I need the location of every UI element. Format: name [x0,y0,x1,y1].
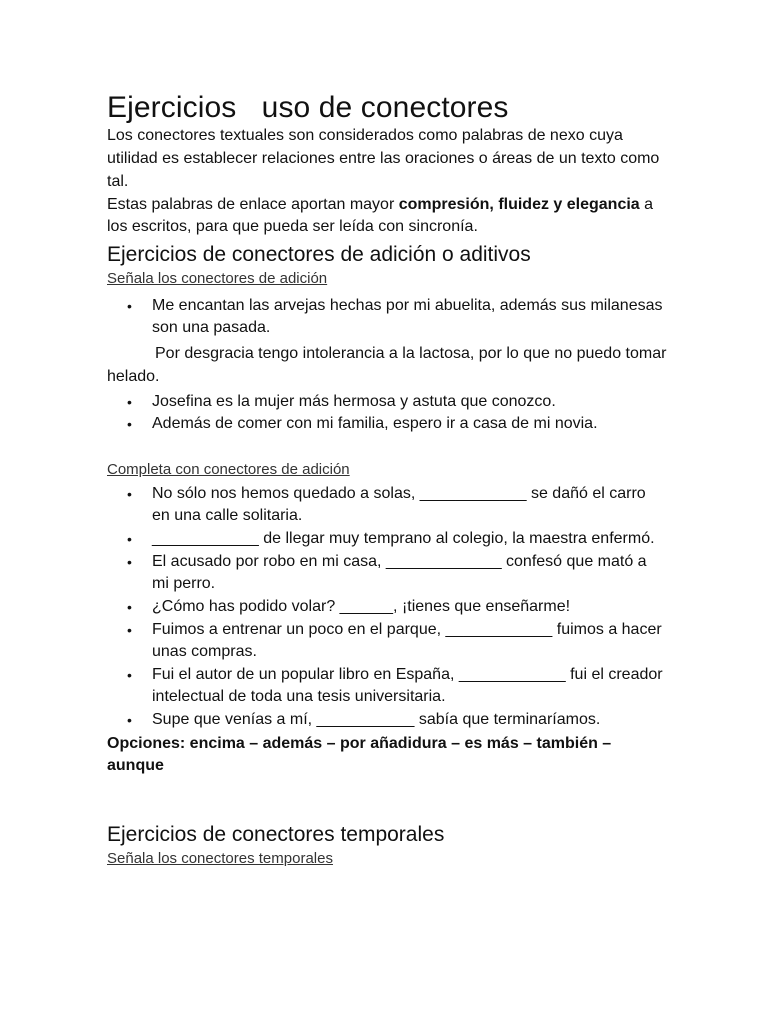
list-item [107,664,667,708]
list-item-text: Josefina es la mujer más hermosa y astuta que conozco. [152,393,556,410]
exercise-instruction-senala-temporales: Señala los conectores temporales [107,850,333,867]
bullet-icon: • [127,622,132,638]
list-item [107,619,667,663]
list-item [107,391,667,413]
list-item [107,596,667,618]
intro-text-end: a los escritos, para que pueda ser leída con sincronía. [107,196,654,235]
list-item [107,413,667,435]
bullet-icon: • [127,531,132,547]
document-page [107,88,667,869]
bullet-icon: • [127,394,132,410]
list-item [107,295,667,339]
list-item-text: Además de comer con mi familia, espero ir a casa de mi novia. [152,415,598,432]
bullet-icon: • [127,667,132,683]
bullet-icon: • [127,416,132,432]
exercise1-list-continued [107,391,667,435]
list-item [107,528,667,550]
page-title: Ejercicios uso de conectores [107,91,509,124]
options-line: Opciones: encima – además – por añadidura – es más – también – aunque [107,735,612,774]
bullet-icon: • [127,486,132,502]
bullet-icon: • [127,554,132,570]
exercise2-list [107,483,667,731]
list-item-text: Fuimos a entrenar un poco en el parque, ____________ fuimos a hacer unas compras. [152,621,662,660]
exercise-instruction-completa-adicion: Completa con conectores de adición [107,461,350,478]
list-item [107,551,667,595]
bullet-icon: • [127,298,132,314]
intro-bold-terms: compresión, fluidez y elegancia [398,196,640,213]
list-item-text: ____________ de llegar muy temprano al colegio, la maestra enfermó. [152,530,655,547]
bullet-icon: • [127,599,132,615]
list-item-text: No sólo nos hemos quedado a solas, ____________ se dañó el carro en una calle solitaria. [152,485,646,524]
list-item [107,483,667,527]
list-item-text: Fui el autor de un popular libro en España, ____________ fui el creador intelectual de toda una tesis universitaria. [152,666,663,705]
intro-paragraph-2 [107,194,667,238]
section-heading-temporales: Ejercicios de conectores temporales [107,823,445,846]
bullet-icon: • [127,712,132,728]
list-item [107,709,667,731]
section-heading-adicion: Ejercicios de conectores de adición o aditivos [107,243,531,266]
list-item-text: Me encantan las arvejas hechas por mi abuelita, además sus milanesas son una pasada. [152,297,663,336]
intro-text-start: Estas palabras de enlace aportan mayor [107,196,399,213]
intro-paragraph: Los conectores textuales son considerados como palabras de nexo cuya utilidad es establecer relaciones entre las oraciones o áreas de un texto como tal. [107,127,660,190]
exercise1-list [107,295,667,339]
list-item-text: ¿Cómo has podido volar? ______, ¡tienes que enseñarme! [152,598,571,615]
list-item-text: Supe que venías a mí, ___________ sabía que terminaríamos. [152,711,601,728]
exercise-instruction-senala-adicion: Señala los conectores de adición [107,270,328,287]
list-item-text: El acusado por robo en mi casa, _____________ confesó que mató a mi perro. [152,553,647,592]
indented-sentence: Por desgracia tengo intolerancia a la lactosa, por lo que no puedo tomar helado. [107,345,667,385]
